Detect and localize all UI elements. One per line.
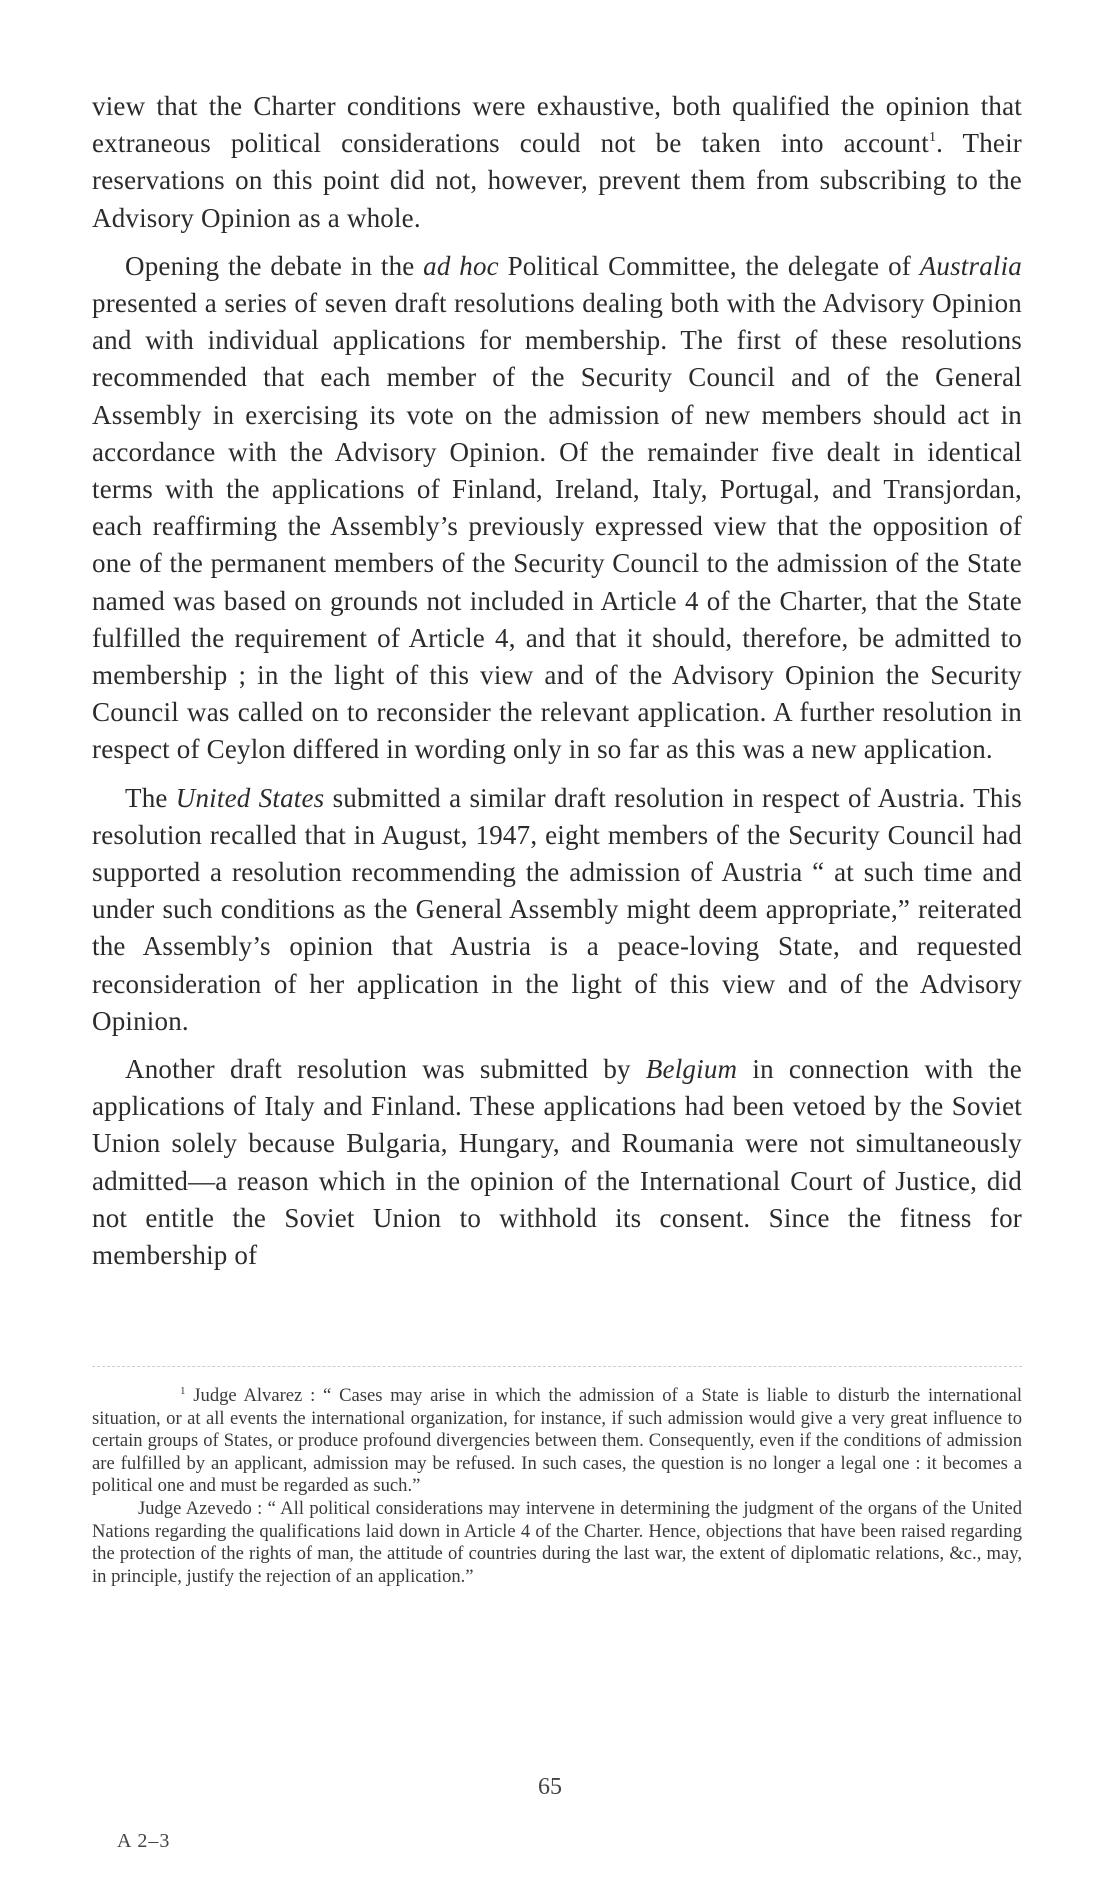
- paragraph-1-text-b: . Their reservations on this point did not, however, prevent them from subscribing to the Advisory Opinion as a whole.: [92, 128, 1022, 233]
- footnote-1-text: Judge Alvarez : “ Cases may arise in which the admission of a State is liable to disturb the international situation, or at all events the international organization, for instance, if such admission would give a very great influence to certain groups of States, or produce profound divergencies between them. Consequently, even if the conditions of admission are fulfilled by an applicant, admission may be refused. In such cases, the question is no longer a legal one : it becomes a political one and must be regarded as such.”: [92, 1385, 1022, 1497]
- footnote-divider: [92, 1366, 1022, 1367]
- footnote-1: [92, 1385, 1022, 1498]
- paragraph-3-italic-country: United States: [175, 782, 325, 813]
- paragraph-2-text-b: Political Committee, the delegate of: [498, 250, 920, 281]
- paragraph-4-text-b: in connection with the applications of Italy and Finland. These applications had been vetoed by the Soviet Union solely because Bulgaria, Hungary, and Roumania were not simultaneously admitted—a reason which in the opinion of the International Court of Justice, did not entitle the Soviet Union to withhold its consent. Since the fitness for membership of: [92, 1054, 1022, 1271]
- paragraph-4-text-a: Another draft resolution was submitted by: [125, 1054, 646, 1085]
- paragraph-3: [92, 780, 1022, 1040]
- footnote-2-text: Judge Azevedo : “ All political considerations may intervene in determining the judgment of the organs of the United Nations regarding the qualifications laid down in Article 4 of the Charter. Hence, objections that have been raised regarding the protection of the rights of man, the attitude of countries during the last war, the extent of diplomatic relations, &c., may, in principle, justify the rejection of an application.”: [92, 1497, 1022, 1587]
- paragraph-3-text-a: The: [125, 782, 176, 813]
- footnote-mark: 1: [180, 1385, 186, 1397]
- paragraph-2-text-a: Opening the debate in the: [125, 250, 424, 281]
- footnote-ref-1: 1: [928, 130, 937, 146]
- printer-signature: A 2–3: [117, 1830, 171, 1852]
- main-text: [92, 88, 1022, 1274]
- paragraph-1: [92, 88, 1022, 237]
- page-number: 65: [538, 1774, 562, 1800]
- paragraph-4: [92, 1051, 1022, 1274]
- paragraph-1-text-a: view that the Charter conditions were exhaustive, both qualified the opinion that extraneous political considerations could not be taken into account: [92, 91, 1022, 159]
- paragraph-3-text-b: submitted a similar draft resolution in respect of Austria. This resolution recalled that in August, 1947, eight members of the Security Council had supported a resolution recommending the admission of Austria “ at such time and under such conditions as the General Assembly might deem appropriate,” reiterated the Assembly’s opinion that Austria is a peace-loving State, and requested reconsideration of her application in the light of this view and of the Advisory Opinion.: [92, 782, 1022, 1036]
- paragraph-2-italic-country: Australia: [919, 250, 1022, 281]
- paragraph-2-italic-ad-hoc: ad hoc: [423, 250, 499, 281]
- paragraph-2-text-c: presented a series of seven draft resolutions dealing both with the Advisory Opinion and with individual applications for membership. The first of these resolutions recommended that each member of the Security Council and of the General Assembly in exercising its vote on the admission of new members should act in accordance with the Advisory Opinion. Of the remainder five dealt in identical terms with the applications of Finland, Ireland, Italy, Portugal, and Transjordan, each reaffirming the Assembly’s previously expressed view that the opposition of one of the permanent members of the Security Council to the admission of the State named was based on grounds not included in Article 4 of the Charter, that the State fulfilled the requirement of Article 4, and that it should, therefore, be admitted to membership ; in the light of this view and of the Advisory Opinion the Security Council was called on to reconsider the relevant application. A further resolution in respect of Ceylon differed in wording only in so far as this was a new application.: [92, 288, 1022, 765]
- footnote-2: [92, 1498, 1022, 1588]
- paragraph-4-italic-country: Belgium: [645, 1054, 738, 1085]
- footnotes: [92, 1385, 1022, 1588]
- paragraph-2: [92, 248, 1022, 769]
